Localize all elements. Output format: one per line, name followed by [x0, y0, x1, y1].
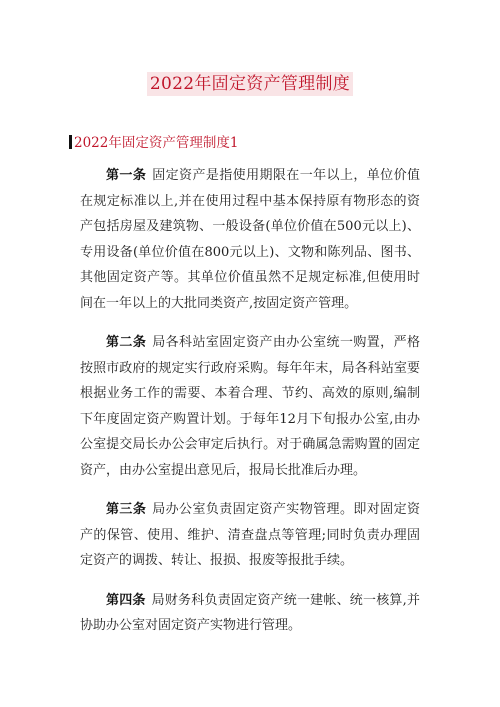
document-title: 2022年固定资产管理制度: [147, 72, 353, 96]
article-text: 局财务科负责固定资产统一建帐、统一核算,并协助办公室对固定资产实物进行管理。: [80, 592, 420, 633]
document-title-block: [0, 72, 500, 96]
article-text: 固定资产是指使用期限在一年以上，单位价值在规定标准以上,并在使用过程中基本保持原有物形态的资产包括房屋及建筑物、一般设备(单位价值在500元以上)、专用设备(单位价值在800元以上)、文物和陈列品、图书、其他固定资产等。其单位价值虽然不足规定标准,但使用时间在一年以上的大批同类资产,按固定资产管理。: [80, 168, 420, 311]
section-heading-text: 2022年固定资产管理制度1: [74, 135, 239, 151]
article-3: [80, 497, 420, 574]
section-heading: [69, 133, 238, 153]
heading-marker-bar: [69, 135, 72, 149]
article-label: 第四条: [106, 592, 146, 608]
article-text: 局办公室负责固定资产实物管理。即对固定资产的保管、使用、维护、清查盘点等管理;同时负责办理固定资产的调拨、转让、报损、报废等报批手续。: [80, 502, 420, 568]
article-4: [80, 588, 420, 639]
article-label: 第三条: [106, 502, 147, 517]
article-label: 第二条: [106, 335, 147, 350]
document-body: [80, 163, 420, 653]
article-1: [80, 163, 420, 316]
article-text: 局各科站室固定资产由办公室统一购置，严格按照市政府的规定实行政府采购。每年年末，局各科站室要根据业务工作的需要、本着合理、节约、高效的原则,编制下年度固定资产购置计划。于每年12月下旬报办公室,由办公室提交局长办公会审定后执行。对于确属急需购置的固定资产，由办公室提出意见后，报局长批准后办理。: [80, 335, 420, 478]
article-label: 第一条: [106, 168, 147, 183]
article-2: [80, 330, 420, 483]
